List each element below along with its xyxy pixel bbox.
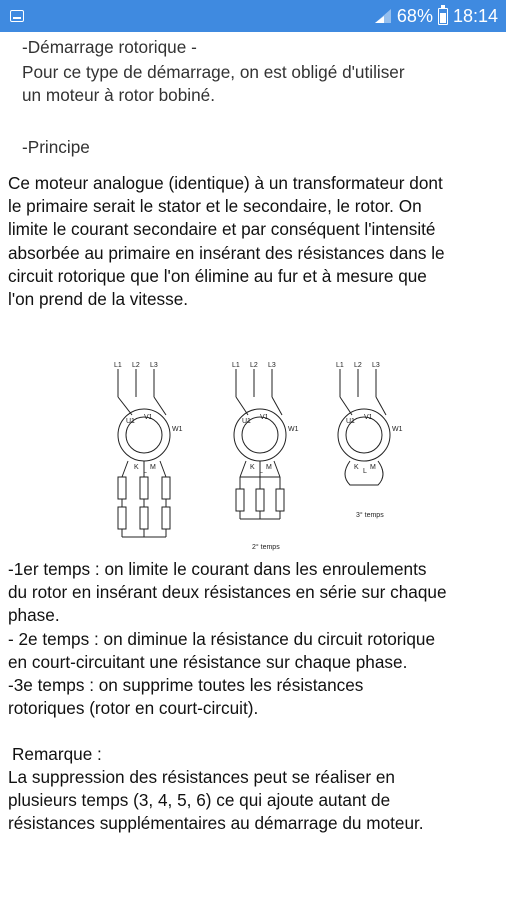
clock: 18:14 [452,5,498,26]
intro-text: Pour ce type de démarrage, on est obligé d'utiliser un moteur à rotor bobiné. [22,62,405,106]
status-bar [0,0,506,32]
battery-percent: 68% [396,5,433,26]
motor-1 [118,369,170,537]
rotor-starting-diagram [100,357,420,557]
remark-text: La suppression des résistances peut se réaliser en plusieurs temps (3, 4, 5, 6) ce qui ajoute autant de résistances supplémentaires au démarrage du moteur. [8,767,424,834]
notification-icon [10,10,24,22]
motor-2 [234,369,286,519]
diagram-label-w1: W1 [172,426,183,433]
diagram-label-l1-3: L1 [336,362,344,369]
diagram-label-l-3: L [363,468,367,475]
steps-text: -1er temps : on limite le courant dans les enroulements du rotor en insérant deux résistances en série sur chaque phase. - 2e temps : on diminue la résistance du circuit rotorique en court-circuitant une résistance sur chaque phase. -3e temps : on supprime toutes les résistances rotoriques (rotor en court-circuit). [8,559,447,719]
diagram-label-m: M [150,464,156,471]
principle-text: Ce moteur analogue (identique) à un transformateur dont le primaire serait le stator et le secondaire, le rotor. On limite le courant secondaire et par conséquent l'intensité absorbée au primaire en insérant des résistances dans le circuit rotorique que l'on élimine au fur et à mesure que l'on prend de la vitesse. [8,173,445,310]
section-title: -Démarrage rotorique - [22,37,197,57]
signal-icon [374,8,392,24]
diagram-label-l1-2: L1 [232,362,240,369]
diagram-label-l: L [143,468,147,475]
diagram-label-l1: L1 [114,362,122,369]
diagram-label-l2: L2 [132,362,140,369]
diagram-label-m-2: M [266,464,272,471]
diagram-label-v1-3: V1 [364,414,373,421]
diagram-label-step3: 3° temps [356,512,384,519]
status-left [8,10,24,22]
diagram-label-w1-2: W1 [288,426,299,433]
status-right [374,6,498,27]
diagram-label-l-2: L [259,468,263,475]
diagram-label-m-3: M [370,464,376,471]
diagram-label-l3: L3 [150,362,158,369]
diagram-label-v1: V1 [144,414,153,421]
diagram-label-k-2: K [250,464,255,471]
remark-title: Remarque : [12,744,102,764]
diagram-label-l3-3: L3 [372,362,380,369]
battery-icon [438,8,448,25]
principle-title: -Principe [22,137,90,157]
diagram-label-k: K [134,464,139,471]
diagram-label-w1-3: W1 [392,426,403,433]
diagram-label-v1-2: V1 [260,414,269,421]
diagram-label-u1-2: U1 [242,418,251,425]
diagram-label-u1-3: U1 [346,418,355,425]
diagram-label-l3-2: L3 [268,362,276,369]
diagram-label-k-3: K [354,464,359,471]
diagram-label-u1: U1 [126,418,135,425]
article-content [0,32,506,900]
diagram-svg [100,357,420,557]
diagram-label-l2-2: L2 [250,362,258,369]
diagram-label-l2-3: L2 [354,362,362,369]
diagram-label-step2: 2° temps [252,544,280,551]
